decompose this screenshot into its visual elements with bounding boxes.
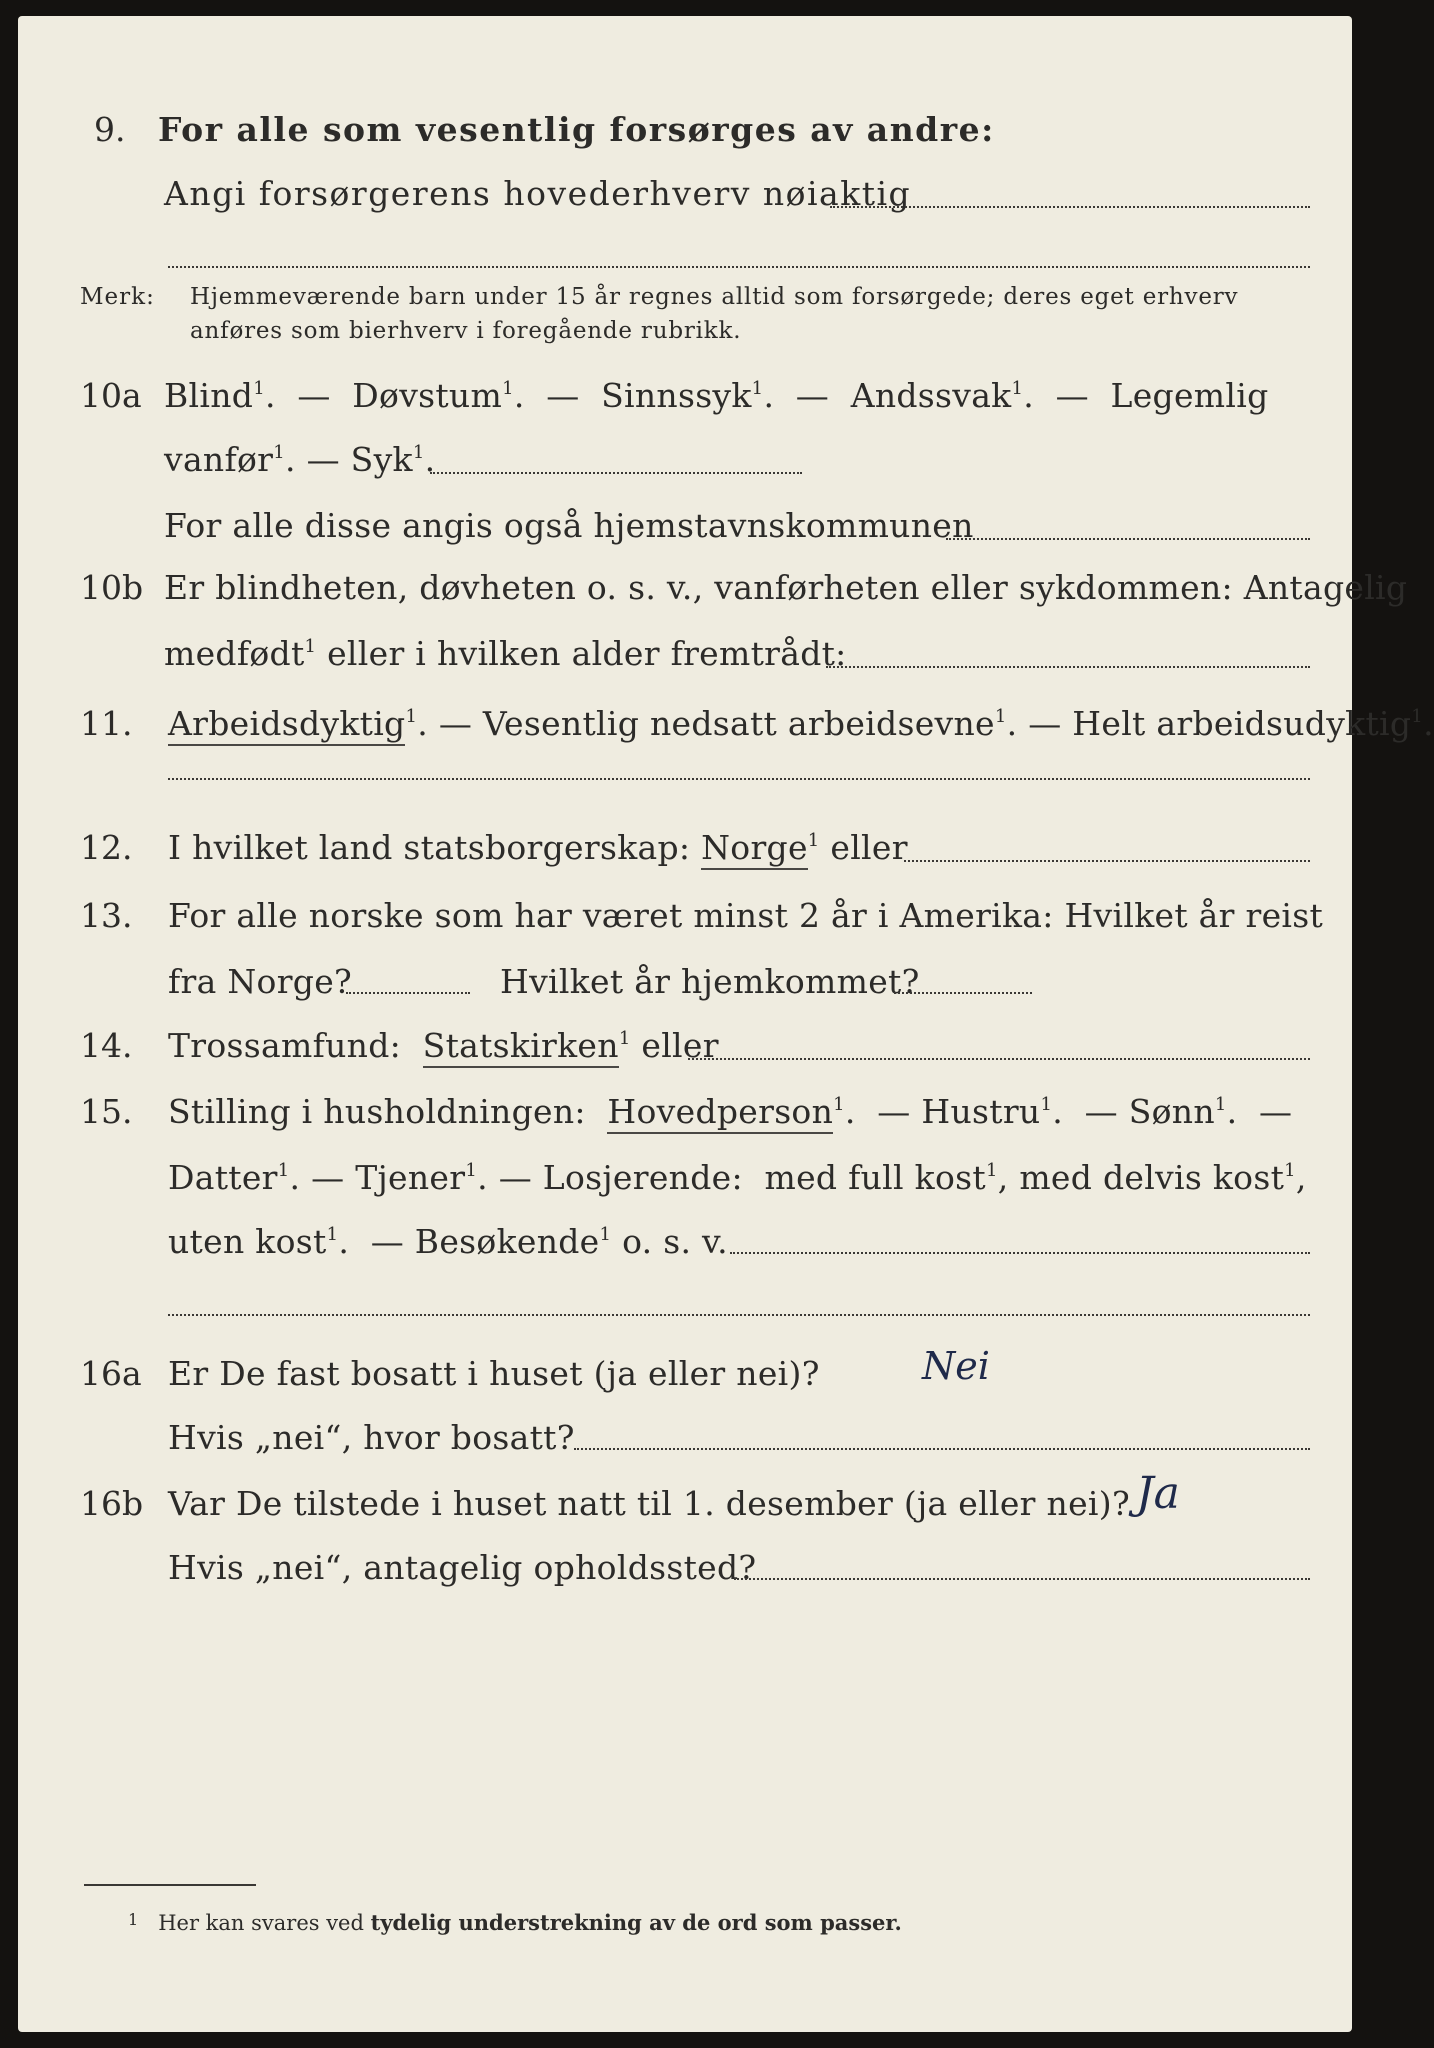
option-vesentlig-nedsatt[interactable]: Vesentlig nedsatt arbeidsevne [482, 704, 995, 743]
q16a-answer[interactable]: Nei [922, 1344, 990, 1388]
footnote-mark: 1 [128, 1910, 139, 1929]
q16a-line2: Hvis „nei“, hvor bosatt? [168, 1418, 575, 1457]
q12-answer-field[interactable] [904, 860, 1310, 862]
q10b-answer-field[interactable] [826, 666, 1310, 668]
q13-fra-norge: fra Norge? [168, 962, 353, 1001]
q16b-number: 16b [80, 1484, 144, 1523]
option-delvis-kost[interactable]: med delvis kost [1019, 1158, 1285, 1197]
form-page [18, 16, 1434, 2032]
q12-eller: eller [830, 828, 908, 867]
option-besokende[interactable]: Besøkende [414, 1222, 600, 1261]
footnote-bold-text: tydelig understrekning av de ord som passer. [370, 1910, 902, 1935]
q14-number: 14. [80, 1026, 133, 1065]
q15-number: 15. [80, 1092, 133, 1131]
q14-eller: eller [641, 1026, 719, 1065]
option-helt-arbeidsudyktig[interactable]: Helt arbeidsudyktig [1072, 704, 1412, 743]
option-andssvak[interactable]: Andssvak [850, 376, 1012, 415]
option-medfodt[interactable]: medfødt [164, 634, 305, 673]
q12-line: I hvilket land statsborgerskap: Norge$^1$ eller [168, 828, 908, 867]
option-sinnssyk[interactable]: Sinnssyk [601, 376, 752, 415]
q10a-number: 10a [80, 376, 142, 415]
q12-text: I hvilket land statsborgerskap: [168, 828, 691, 867]
footnote [128, 1910, 902, 1935]
q13-number: 13. [80, 896, 133, 935]
option-datter[interactable]: Datter [168, 1158, 278, 1197]
q10b-line1: Er blindheten, døvheten o. s. v., vanførheten eller sykdommen: Antagelig [164, 568, 1408, 607]
q10b-line2-rest: eller i hvilken alder fremtrådt: [327, 634, 847, 673]
q16a-line1: Er De fast bosatt i huset (ja eller nei)? [168, 1354, 820, 1393]
q12-number: 12. [80, 828, 133, 867]
q15-answer-field-2[interactable] [168, 1314, 1310, 1316]
option-legemlig[interactable]: Legemlig [1110, 376, 1269, 415]
q14-answer-field[interactable] [688, 1058, 1310, 1060]
q9-line2: Angi forsørgerens hovederhverv nøiaktig [164, 174, 912, 213]
q15-line3: uten kost$^1$. — Besøkende$^1$ o. s. v. [168, 1222, 728, 1261]
q11-line: Arbeidsdyktig$^1$. — Vesentlig nedsatt arbeidsevne$^1$. — Helt arbeidsudyktig$^1$. [168, 704, 1434, 743]
q13-hjem-field[interactable] [894, 992, 1032, 994]
footnote-text: Her kan svares ved [158, 1911, 364, 1935]
merk-line2: anføres som bierhverv i foregående rubrikk. [190, 318, 742, 344]
merk-line1: Hjemmeværende barn under 15 år regnes alltid som forsørgede; deres eget erhverv [190, 284, 1239, 310]
q9-number: 9. [94, 110, 126, 149]
q10a-syk-field[interactable] [430, 472, 802, 474]
q10a-line1: Blind$^1$. — Døvstum$^1$. — Sinnssyk$^1$. — Andssvak$^1$. — Legemlig [164, 376, 1269, 415]
q15-line2: Datter$^1$. — Tjener$^1$. — Losjerende: med full kost$^1$, med delvis kost$^1$, [168, 1158, 1307, 1197]
q16a-bosatt-field[interactable] [574, 1448, 1310, 1450]
q11-answer-field[interactable] [168, 778, 1310, 780]
q16b-line1: Var De tilstede i huset natt til 1. desember (ja eller nei)? [168, 1484, 1130, 1523]
q15-answer-field[interactable] [730, 1252, 1310, 1254]
option-blind[interactable]: Blind [164, 376, 254, 415]
option-vanfor[interactable]: vanfør [164, 440, 274, 479]
q15-losjerende: Losjerende: [542, 1158, 743, 1197]
option-statskirken[interactable]: Statskirken [423, 1026, 619, 1068]
option-tjener[interactable]: Tjener [355, 1158, 466, 1197]
option-arbeidsdyktig[interactable]: Arbeidsdyktig [168, 704, 405, 746]
q10b-line2: medfødt$^1$ eller i hvilken alder fremtrådt: [164, 634, 847, 673]
footnote-rule [84, 1884, 256, 1886]
q16a-number: 16a [80, 1354, 142, 1393]
option-syk[interactable]: Syk [350, 440, 413, 479]
q16b-line2: Hvis „nei“, antagelig opholdssted? [168, 1548, 757, 1587]
q13-fra-field[interactable] [346, 992, 470, 994]
q13-hjemkommet: Hvilket år hjemkommet? [500, 962, 920, 1001]
q15-text: Stilling i husholdningen: [168, 1092, 586, 1131]
option-sonn[interactable]: Sønn [1128, 1092, 1215, 1131]
option-uten-kost[interactable]: uten kost [168, 1222, 327, 1261]
q15-line1: Stilling i husholdningen: Hovedperson$^1$. — Hustru$^1$. — Sønn$^1$. — [168, 1092, 1292, 1131]
option-full-kost[interactable]: med full kost [764, 1158, 986, 1197]
option-norge[interactable]: Norge [701, 828, 808, 870]
q10a-line2: vanfør$^1$. — Syk$^1$. [164, 440, 436, 479]
q15-osv: o. s. v. [622, 1222, 728, 1261]
q13-line1: For alle norske som har været minst 2 år i Amerika: Hvilket år reist [168, 896, 1324, 935]
option-hustru[interactable]: Hustru [921, 1092, 1041, 1131]
q9-line1: For alle som vesentlig forsørges av andre: [158, 110, 995, 149]
q14-line: Trossamfund: Statskirken$^1$ eller [168, 1026, 719, 1065]
q9-answer-field[interactable] [830, 206, 1310, 208]
q11-number: 11. [80, 704, 133, 743]
merk-label: Merk: [80, 284, 155, 310]
option-dovstum[interactable]: Døvstum [352, 376, 503, 415]
q16b-answer[interactable]: Ja [1136, 1468, 1180, 1519]
q9-answer-field-2[interactable] [168, 266, 1310, 268]
q16b-opholdssted-field[interactable] [734, 1578, 1310, 1580]
q10a-line3: For alle disse angis også hjemstavnskommunen [164, 506, 974, 545]
q10a-hjemstavn-field[interactable] [946, 538, 1310, 540]
option-hovedperson[interactable]: Hovedperson [607, 1092, 833, 1134]
q14-text: Trossamfund: [168, 1026, 402, 1065]
q10b-number: 10b [80, 568, 144, 607]
